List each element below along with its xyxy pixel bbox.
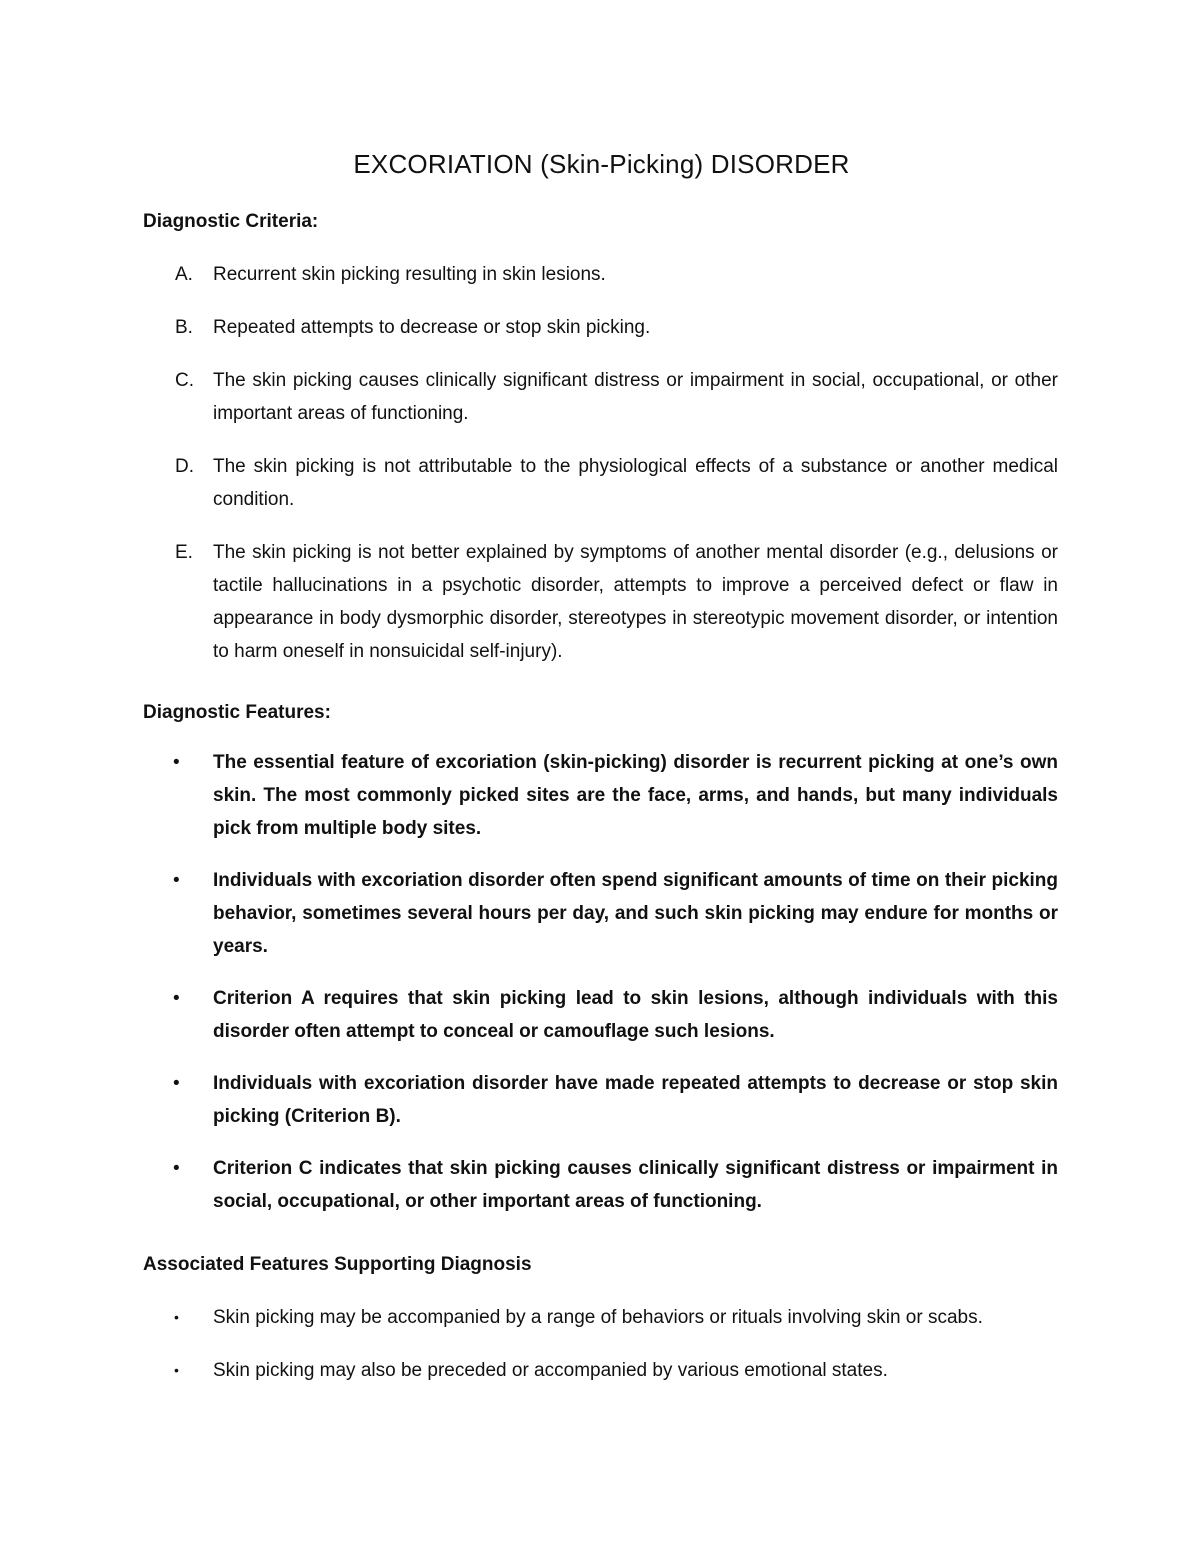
criterion-a [143,258,1058,291]
criterion-text: The skin picking is not attributable to the physiological effects of a substance or another medical condition. [213,456,1058,510]
bullet-icon: • [173,752,180,773]
criterion-marker: A. [175,264,193,285]
associated-item [143,1354,1058,1387]
criterion-b [143,311,1058,344]
criterion-text: The skin picking is not better explained by symptoms of another mental disorder (e.g., delusions or tactile hallucinations in a psychotic disorder, attempts to improve a perceived defect or flaw in appearance in body dysmorphic disorder, stereotypes in stereotypic movement disorder, or intention to harm oneself in nonsuicidal self-injury). [213,542,1058,662]
document-title: EXCORIATION (Skin-Picking) DISORDER [353,149,850,179]
associated-features-list [143,1301,1058,1387]
diagnostic-features-heading: Diagnostic Features: [143,702,331,723]
associated-text: Skin picking may be accompanied by a range of behaviors or rituals involving skin or scabs. [213,1307,983,1328]
feature-item [143,982,1058,1048]
bullet-icon: • [174,1362,179,1378]
associated-features-heading: Associated Features Supporting Diagnosis [143,1254,532,1275]
diagnostic-criteria-heading: Diagnostic Criteria: [143,211,319,232]
criterion-marker: E. [175,542,193,563]
diagnostic-features-list [143,746,1058,1218]
associated-item [143,1301,1058,1334]
associated-text: Skin picking may also be preceded or accompanied by various emotional states. [213,1360,888,1381]
feature-item [143,746,1058,845]
feature-text: Criterion C indicates that skin picking causes clinically significant distress or impairment in social, occupational, or other important areas of functioning. [213,1158,1058,1212]
feature-text: The essential feature of excoriation (skin-picking) disorder is recurrent picking at one’s own skin. The most commonly picked sites are the face, arms, and hands, but many individuals pick from multiple body sites. [213,752,1058,839]
bullet-icon: • [173,1158,180,1179]
criterion-text: The skin picking causes clinically significant distress or impairment in social, occupational, or other important areas of functioning. [213,370,1058,424]
bullet-icon: • [174,1309,179,1325]
bullet-icon: • [173,988,180,1009]
criterion-text: Repeated attempts to decrease or stop skin picking. [213,317,651,338]
feature-item [143,864,1058,963]
feature-item [143,1067,1058,1133]
criterion-marker: C. [175,370,194,391]
criterion-marker: D. [175,456,194,477]
bullet-icon: • [173,1073,180,1094]
feature-text: Individuals with excoriation disorder often spend significant amounts of time on their picking behavior, sometimes several hours per day, and such skin picking may endure for months or years. [213,870,1058,957]
feature-text: Criterion A requires that skin picking lead to skin lesions, although individuals with this disorder often attempt to conceal or camouflage such lesions. [213,988,1058,1042]
feature-text: Individuals with excoriation disorder have made repeated attempts to decrease or stop skin picking (Criterion B). [213,1073,1058,1127]
criterion-text: Recurrent skin picking resulting in skin lesions. [213,264,606,285]
criterion-e [143,536,1058,668]
criterion-c [143,364,1058,430]
criterion-marker: B. [175,317,193,338]
criterion-d [143,450,1058,516]
feature-item [143,1152,1058,1218]
bullet-icon: • [173,870,180,891]
diagnostic-criteria-list [143,258,1058,668]
